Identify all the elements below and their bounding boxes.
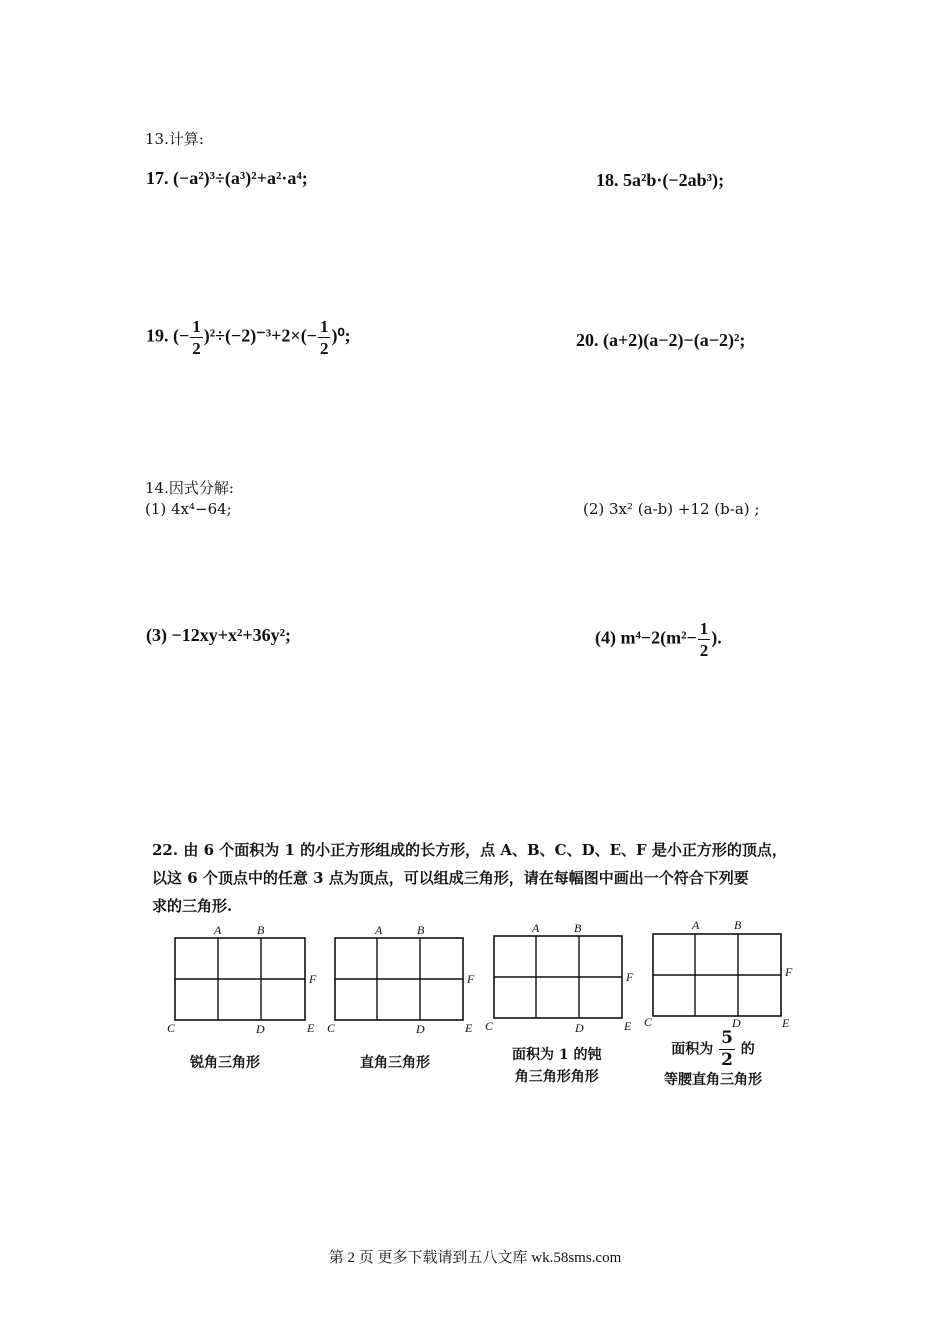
label-e: E xyxy=(465,1021,473,1035)
fraction-one-half-a xyxy=(190,318,203,357)
caption-iso-suffix: 的 xyxy=(740,1041,755,1058)
label-c: C xyxy=(644,1015,653,1029)
label-a: A xyxy=(214,923,222,937)
label-c: C xyxy=(485,1019,494,1033)
page-footer: 第 2 页 更多下载请到五八文库 wk.58sms.com xyxy=(328,1250,622,1266)
fraction-five-halves xyxy=(719,1030,735,1069)
fraction-one-half-b xyxy=(318,318,331,357)
fraction-denominator: 2 xyxy=(699,641,709,660)
fraction-numerator: 5 xyxy=(721,1028,733,1048)
caption-isosceles-right-triangle xyxy=(664,1030,762,1091)
section-13-title: 13.计算: xyxy=(145,130,204,148)
label-d: D xyxy=(575,1021,584,1035)
label-b: B xyxy=(257,923,265,937)
label-f: F xyxy=(626,970,634,984)
label-e: E xyxy=(624,1019,632,1033)
caption-obtuse-line2: 角三角形角形 xyxy=(514,1069,599,1085)
fraction-numerator: 1 xyxy=(192,317,201,336)
problem-17-expression: (−a²)³÷(a³)²+a²·a⁴; xyxy=(173,168,308,188)
label-b: B xyxy=(734,918,742,932)
fraction-denominator: 2 xyxy=(319,339,329,358)
problem-17-number: 17. xyxy=(146,168,169,188)
factor-problem-1: (1) 4x⁴−64; xyxy=(145,500,232,518)
factor-problem-4-part2: ). xyxy=(711,627,722,648)
problem-17 xyxy=(146,168,308,189)
problem-22-number: 22. xyxy=(152,841,179,859)
grid-figure-3 xyxy=(480,918,640,1040)
problem-19-part3: )⁰; xyxy=(331,325,351,346)
label-f: F xyxy=(785,965,793,979)
caption-iso-prefix: 面积为 xyxy=(671,1041,714,1058)
problem-19-part2: )²÷(−2)⁻³+2×(− xyxy=(203,325,317,346)
fraction-denominator: 2 xyxy=(192,339,201,358)
factor-problem-4-part1: (4) m⁴−2(m²− xyxy=(595,627,697,648)
caption-iso-line1 xyxy=(664,1030,762,1069)
label-d: D xyxy=(732,1016,741,1030)
fraction-one-half-c xyxy=(698,620,711,659)
problem-20-expression: (a+2)(a−2)−(a−2)²; xyxy=(603,330,746,350)
problem-22-line3: 求的三角形. xyxy=(152,897,233,915)
label-a: A xyxy=(532,921,540,935)
factor-problem-3: (3) −12xy+x²+36y²; xyxy=(146,625,292,645)
label-c: C xyxy=(327,1021,336,1035)
label-b: B xyxy=(574,921,582,935)
problem-22-text-1: 由 6 个面积为 1 的小正方形组成的长方形，点 A、B、C、D、E、F 是小正方形的顶点， xyxy=(183,841,787,859)
factor-problem-4 xyxy=(595,620,722,659)
problem-19-number: 19. xyxy=(146,325,169,346)
problem-18 xyxy=(596,170,724,191)
label-e: E xyxy=(782,1016,790,1030)
fraction-denominator: 2 xyxy=(721,1050,733,1070)
label-f: F xyxy=(309,972,317,986)
label-a: A xyxy=(692,918,700,932)
grid-figure-1 xyxy=(160,920,320,1040)
caption-obtuse-triangle xyxy=(512,1044,602,1088)
problem-19 xyxy=(146,318,351,357)
problem-22-line2: 以这 6 个顶点中的任意 3 点为顶点，可以组成三角形，请在每幅图中画出一个符合下列要 xyxy=(152,869,749,887)
problem-20 xyxy=(576,330,745,351)
caption-right-triangle: 直角三角形 xyxy=(360,1055,430,1071)
problem-22-line1 xyxy=(152,836,787,864)
section-14-title: 14.因式分解: xyxy=(145,479,234,497)
label-b: B xyxy=(417,923,425,937)
caption-obtuse-line1: 面积为 1 的钝 xyxy=(512,1047,602,1063)
grid-figure-4 xyxy=(640,914,800,1036)
label-a: A xyxy=(375,923,383,937)
label-d: D xyxy=(416,1022,425,1036)
fraction-numerator: 1 xyxy=(319,317,329,336)
problem-18-expression: 5a²b·(−2ab³); xyxy=(623,170,725,190)
problem-19-part1: (− xyxy=(173,325,190,346)
caption-iso-line2: 等腰直角三角形 xyxy=(664,1072,762,1088)
problem-20-number: 20. xyxy=(576,330,599,350)
grid-figure-2 xyxy=(320,920,480,1040)
label-c: C xyxy=(167,1021,176,1035)
label-e: E xyxy=(307,1021,315,1035)
label-f: F xyxy=(467,972,475,986)
factor-problem-2: (2) 3x² (a-b) +12 (b-a) ; xyxy=(583,500,760,518)
caption-acute-triangle: 锐角三角形 xyxy=(190,1055,260,1071)
problem-18-number: 18. xyxy=(596,170,619,190)
problem-22 xyxy=(152,836,787,920)
label-d: D xyxy=(256,1022,265,1036)
fraction-numerator: 1 xyxy=(699,619,709,638)
